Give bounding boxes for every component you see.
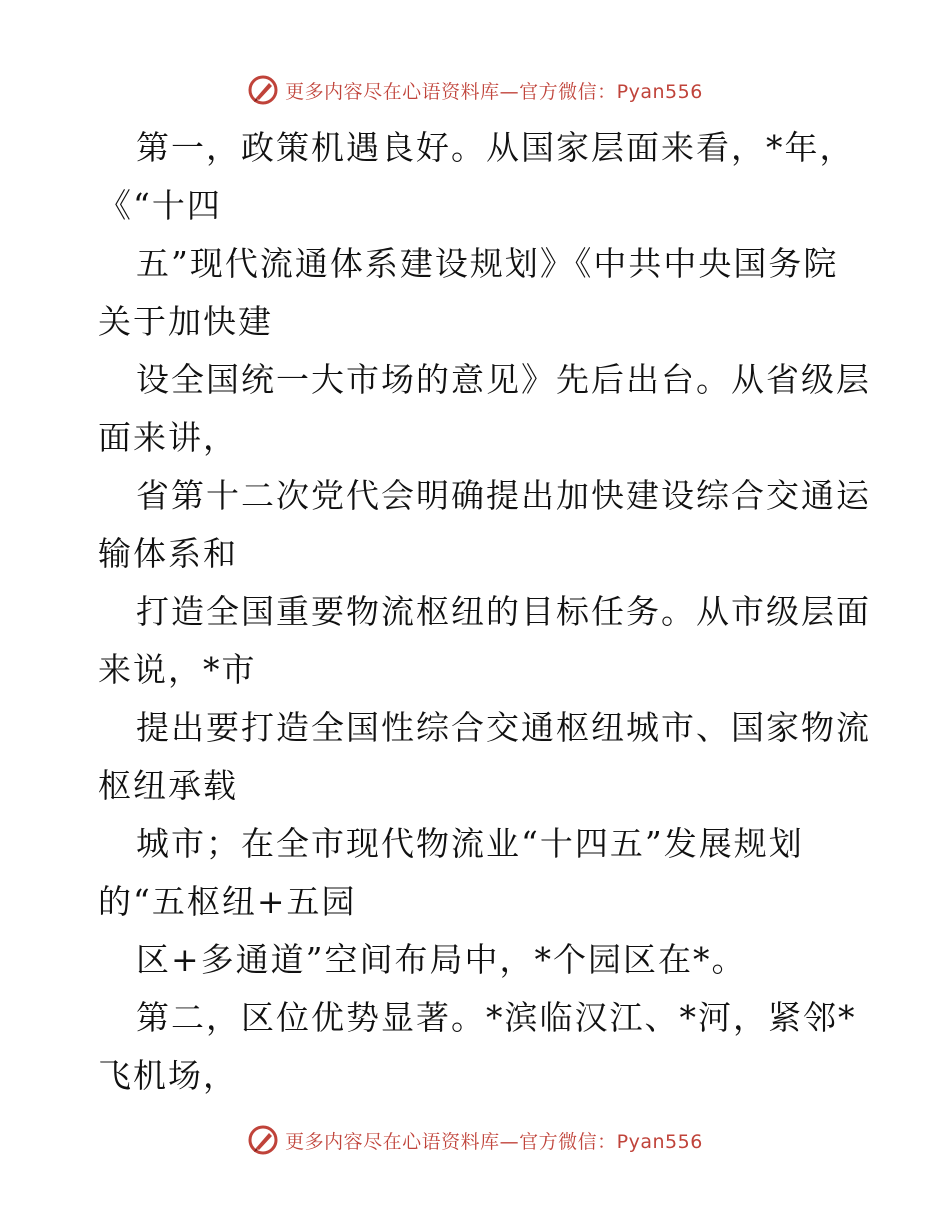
document-body — [98, 119, 871, 1105]
paragraph-line: 五”现代流通体系建设规划》《中共中央国务院 — [136, 244, 839, 283]
paragraph-line: 枢纽承载 — [98, 766, 238, 805]
paragraph-line: 面来讲， — [98, 418, 238, 457]
pen-logo-icon — [247, 1124, 279, 1156]
paragraph-line: 区+多通道”空间布局中，*个园区在*。 — [136, 940, 747, 979]
paragraph-line: 的“五枢纽+五园 — [98, 882, 357, 921]
paragraph-line: 飞机场， — [98, 1056, 238, 1095]
paragraph-line: 第一，政策机遇良好。从国家层面来看，*年， — [136, 128, 855, 167]
paragraph-line: 省第十二次党代会明确提出加快建设综合交通运 — [136, 476, 871, 515]
header-watermark-text: 更多内容尽在心语资料库—官方微信：Pyan556 — [285, 80, 703, 103]
paragraph-line: 打造全国重要物流枢纽的目标任务。从市级层面 — [136, 592, 871, 631]
paragraph-line: 关于加快建 — [98, 302, 273, 341]
paragraph-line: 第二，区位优势显著。*滨临汉江、*河，紧邻* — [136, 998, 857, 1037]
paragraph-line: 设全国统一大市场的意见》先后出台。从省级层 — [136, 360, 871, 399]
paragraph-line: 城市；在全市现代物流业“十四五”发展规划 — [136, 824, 804, 863]
footer-watermark-text: 更多内容尽在心语资料库—官方微信：Pyan556 — [285, 1130, 703, 1153]
paragraph-line: 提出要打造全国性综合交通枢纽城市、国家物流 — [136, 708, 871, 747]
footer-watermark — [0, 1122, 950, 1158]
header-watermark — [0, 72, 950, 108]
paragraph-line: 《“十四 — [98, 186, 222, 225]
paragraph-line: 来说，*市 — [98, 650, 257, 689]
pen-logo-icon — [247, 74, 279, 106]
paragraph-line: 输体系和 — [98, 534, 238, 573]
